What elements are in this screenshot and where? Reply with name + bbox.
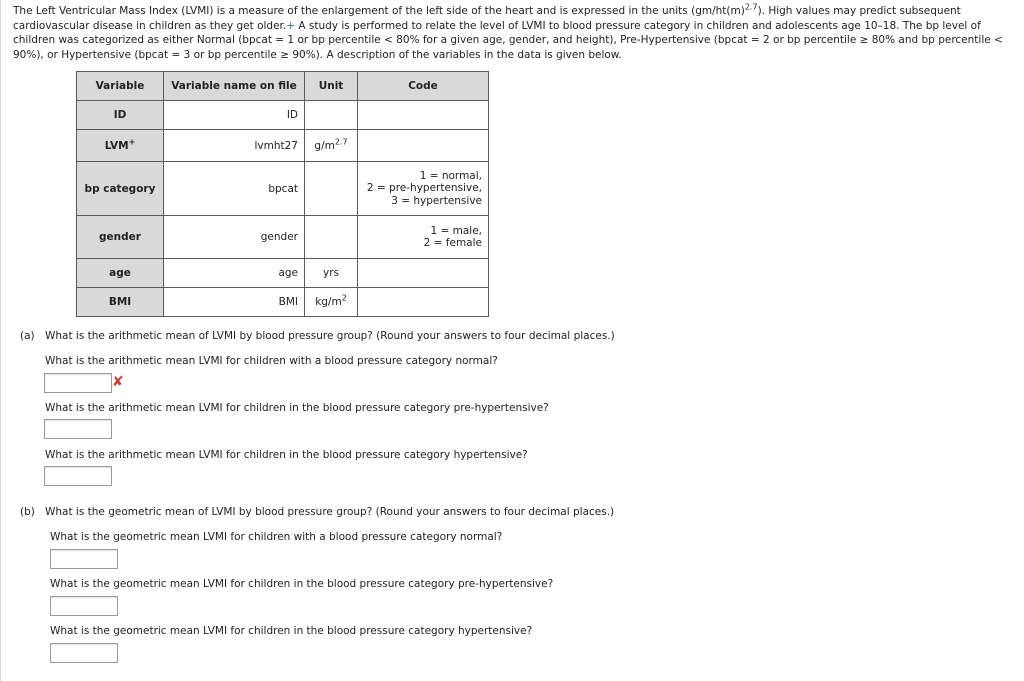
table-row: gender gender 1 = male, 2 = female — [77, 216, 489, 259]
part-b-hypertensive-input[interactable] — [50, 643, 118, 663]
table-row: ID ID — [77, 101, 489, 130]
table-row: age age yrs — [77, 259, 489, 288]
part-a-question: What is the arithmetic mean of LVMI by blood pressure group? (Round your answers to four decimal places.) — [45, 330, 615, 342]
header-variable: Variable — [77, 72, 164, 101]
part-b-q3-text: What is the geometric mean LVMI for children in the blood pressure category hypertensive? — [50, 625, 533, 637]
part-a-hypertensive-input[interactable] — [44, 466, 112, 486]
table-row: BMI BMI $kg/m^2$ — [77, 288, 489, 317]
part-a-q3-text: What is the arithmetic mean LVMI for children in the blood pressure category hypertensive? — [45, 449, 528, 461]
part-b-question: What is the geometric mean of LVMI by blood pressure group? (Round your answers to four decimal places.) — [45, 506, 615, 518]
left-rule — [0, 0, 1, 681]
incorrect-icon: ✘ — [112, 374, 124, 390]
part-a-label: (a) — [20, 330, 35, 342]
footnote-link[interactable]: + — [286, 19, 296, 32]
header-file-name: Variable name on file — [164, 72, 305, 101]
part-b-normal-input[interactable] — [50, 549, 118, 569]
part-b-q2-text: What is the geometric mean LVMI for children in the blood pressure category pre-hypertensive? — [50, 578, 554, 590]
part-b-prehypertensive-input[interactable] — [50, 596, 118, 616]
part-a-q2-text: What is the arithmetic mean LVMI for children in the blood pressure category pre-hypertensive? — [45, 402, 549, 414]
part-b-q1-text: What is the geometric mean LVMI for children with a blood pressure category normal? — [50, 531, 503, 543]
part-a-q1-text: What is the arithmetic mean LVMI for children with a blood pressure category normal? — [45, 355, 498, 367]
part-b-label: (b) — [20, 506, 35, 518]
part-a-prehypertensive-input[interactable] — [44, 419, 112, 439]
intro-paragraph: The Left Ventricular Mass Index (LVMI) is a measure of the enlargement of the left side of the heart and is expressed in the units $(gm/ht(m)^{2.7})$. High values may predict subsequent cardiovascular disease in children as they get older.+ A study is performed to relate the level of LVMI to blood pressure category in children and adolescents age 10–18. The bp level of children was categorized as either Normal (bpcat = 1 or bp percentile < 80% for a given age, gender, and height), Pre-Hypertensive (bpcat = 2 or bp percentile ≥ 80% and bp percentile < 90%), or Hypertensive (bpcat = 3 or bp percentile ≥ 90%). A description of the variables in the data is given below. — [13, 2, 1003, 61]
part-a-normal-input[interactable] — [44, 373, 112, 393]
table-row: LVM+ lvmht27 $g/m^{2.7}$ — [77, 130, 489, 162]
variables-table — [76, 71, 489, 317]
header-code: Code — [358, 72, 489, 101]
header-unit: Unit — [305, 72, 358, 101]
table-row: bp category bpcat 1 = normal, 2 = pre-hypertensive, 3 = hypertensive — [77, 162, 489, 216]
